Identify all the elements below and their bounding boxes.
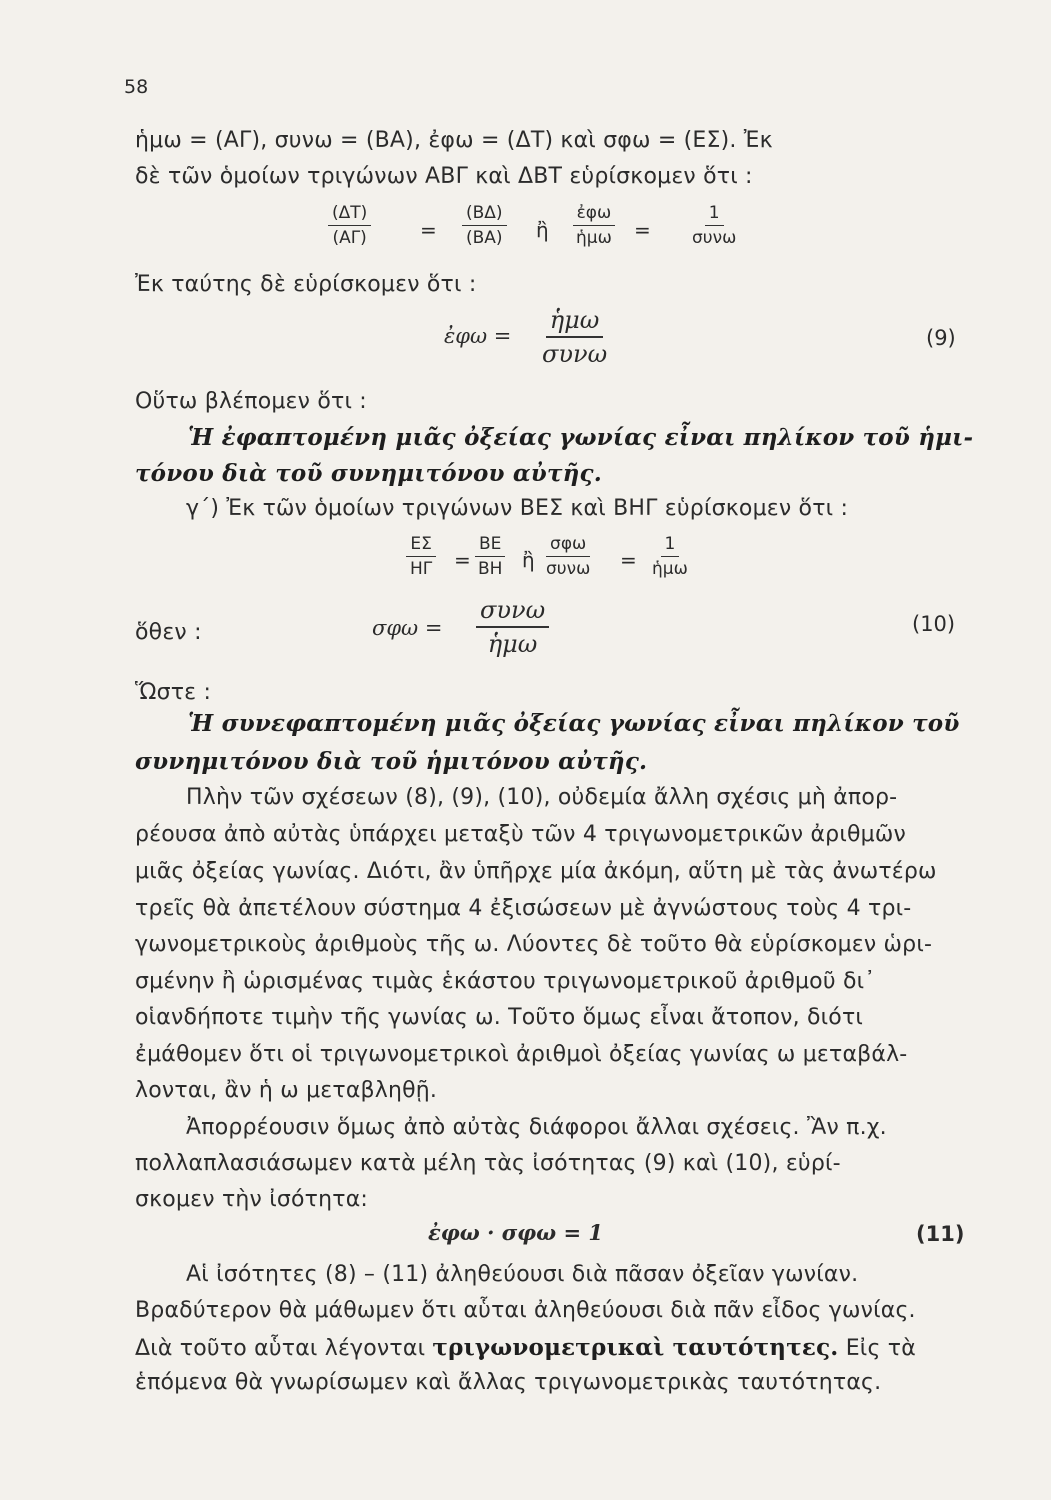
fraction: 1 συνω [692,203,737,248]
equals-sign: = [634,218,651,242]
equation-number: (11) [916,1222,965,1246]
theorem-text: συνημιτόνου διὰ τοῦ ἡμιτόνου αὐτῆς. [135,748,648,775]
or-word: ἢ [536,218,549,242]
fraction: σφω συνω [546,534,591,579]
fraction: $\frac{BE}{BH}$ [474,534,506,579]
bold-term: τριγωνομετρικαὶ ταυτότητες. [432,1334,839,1361]
text-line: δὲ τῶν ὁμοίων τριγώνων ΑΒΓ καὶ ΔΒΤ εὑρίσκομεν ὅτι : [135,164,753,189]
equals-sign: = [620,548,637,572]
text-line: Ὥστε : [135,680,212,705]
theorem-text: τόνου διὰ τοῦ συνημιτόνου αὐτῆς. [135,460,602,487]
fraction: $\frac{(B\Delta)}{(BA)}$ [462,203,507,248]
text-line: ὅθεν : [135,620,202,645]
fraction: ἐφω ἡμω [572,203,616,248]
theorem-text: Ἡ συνεφαπτομένη μιᾶς ὀξείας γωνίας εἶναι πηλίκον τοῦ [188,710,960,737]
equation-number: (9) [926,326,956,350]
or-word: ἢ [522,548,535,572]
text-line: Ἐκ ταύτης δὲ εὑρίσκομεν ὅτι : [135,272,477,297]
fraction: ἡμω συνω [542,306,608,368]
fraction: 1 ἡμω [652,534,688,579]
fraction: συνω ἡμω [476,596,549,658]
equals-sign: = [420,218,437,242]
text-line: γ΄) Ἐκ τῶν ὁμοίων τριγώνων ΒΕΣ καὶ ΒΗΓ εὑρίσκομεν ὅτι : [186,496,849,521]
equation-number: (10) [912,612,956,636]
equals-sign: = [454,548,471,572]
theorem-text: Ἡ ἐφαπτομένη μιᾶς ὀξείας γωνίας εἶναι πηλίκον τοῦ ἡμι- [188,424,974,451]
page-number: 58 [124,76,149,98]
text-line: ἡμω = (ΑΓ), συνω = (ΒΑ), ἐφω = (ΔΤ) καὶ σφω = (ΕΣ). Ἐκ [135,128,773,153]
fraction: $\frac{(\Delta T)}{(A\Gamma)}$ [328,203,371,248]
text-line: Οὕτω βλέπομεν ὅτι : [135,389,367,414]
page: 58 ἡμω = (ΑΓ), συνω = (ΒΑ), ἐφω = (ΔΤ) καὶ σφω = (ΕΣ). Ἐκ δὲ τῶν ὁμοίων τριγώνων ΑΒΓ καὶ ΔΒΤ εὑρίσκομεν ὅτι : $\frac{(\Delta T)}{(A\Gamma)}$ = $\frac{(B\Delta)}{(BA)}$ ἢ ἐφω ἡμω = 1 συνω Ἐκ ταύτης δὲ εὑρίσκομεν ὅτι : ἐφω = ἡμω συνω (9) Οὕτω βλέπομεν ὅτι : Ἡ ἐφαπτομένη μιᾶς ὀξείας γωνίας εἶναι πηλίκον τοῦ ἡμι- τόνου διὰ τοῦ συνημιτόνου αὐτῆς. γ΄) Ἐκ τῶν ὁμοίων τριγώνων ΒΕΣ καὶ ΒΗΓ εὑρίσκομεν ὅτι : $\frac{E\Sigma}{H\Gamma}$ = $\frac{BE}{BH}$ ἢ σφω συνω = 1 ἡμω ὅθεν : σφω = συνω ἡμω (10) Ὥστε : Ἡ συνεφαπτομένη μιᾶς ὀξείας γωνίας εἶναι πηλίκον τοῦ συνημιτόνου διὰ τοῦ ἡμιτόνου αὐτῆς. Πλὴν τῶν σχέσεων (8), (9), (10), οὐδεμία ἄλλη σχέσις μὴ ἀπορ- ρέουσα ἀπὸ αὐτὰς ὑπάρχει μεταξὺ τῶν 4 τριγωνομετρικῶν ἀριθμῶν μιᾶς ὀξείας γωνίας. Διότι, ἂν ὑπῆρχε μία ἀκόμη, αὕτη μὲ τὰς ἀνωτέρω τρεῖς θὰ ἀπετέλουν σύστημα 4 ἐξισώσεων μὲ ἀγνώστους τοὺς 4 τρι- γωνομετρικοὺς ἀριθμοὺς τῆς ω. Λύοντες δὲ τοῦτο θὰ εὑρίσκομεν ὡρι- σμένην ἢ ὡρισμένας τιμὰς ἑκάστου τριγωνομετρικοῦ ἀριθμοῦ δι᾽ οἱανδήποτε τιμὴν τῆς γωνίας ω. Τοῦτο ὅμως εἶναι ἄτοπον, διότι ἐμάθομεν ὅτι οἱ τριγωνομετρικοὶ ἀριθμοὶ ὀξείας γωνίας ω μεταβάλ- λονται, ἂν ἡ ω μεταβληθῇ. Ἀπορρέουσιν ὅμως ἀπὸ αὐτὰς διάφοροι ἄλλαι σχέσεις. Ἂν π.χ. πολλαπλασιάσωμεν κατὰ μέλη τὰς ἰσότητας (9) καὶ (10), εὑρί- σκομεν τὴν ἰσότητα: ἐφω · σφω = 1 (11) Αἱ ἰσότητες (8) – (11) ἀληθεύουσι διὰ πᾶσαν ὀξεῖαν γωνίαν. Βραδύτερον θὰ μάθωμεν ὅτι αὗται ἀληθεύουσι διὰ πᾶν εἶδος γωνίας. Διὰ τοῦτο αὗται λέγονται τριγωνομετρικαὶ ταυτότητες. Εἰς τὰ ἑπόμενα θὰ γνωρίσωμεν καὶ ἄλλας τριγωνομετρικὰς ταυτότητας. [124,76,974,1395]
fraction: $\frac{E\Sigma}{H\Gamma}$ [406,534,436,579]
